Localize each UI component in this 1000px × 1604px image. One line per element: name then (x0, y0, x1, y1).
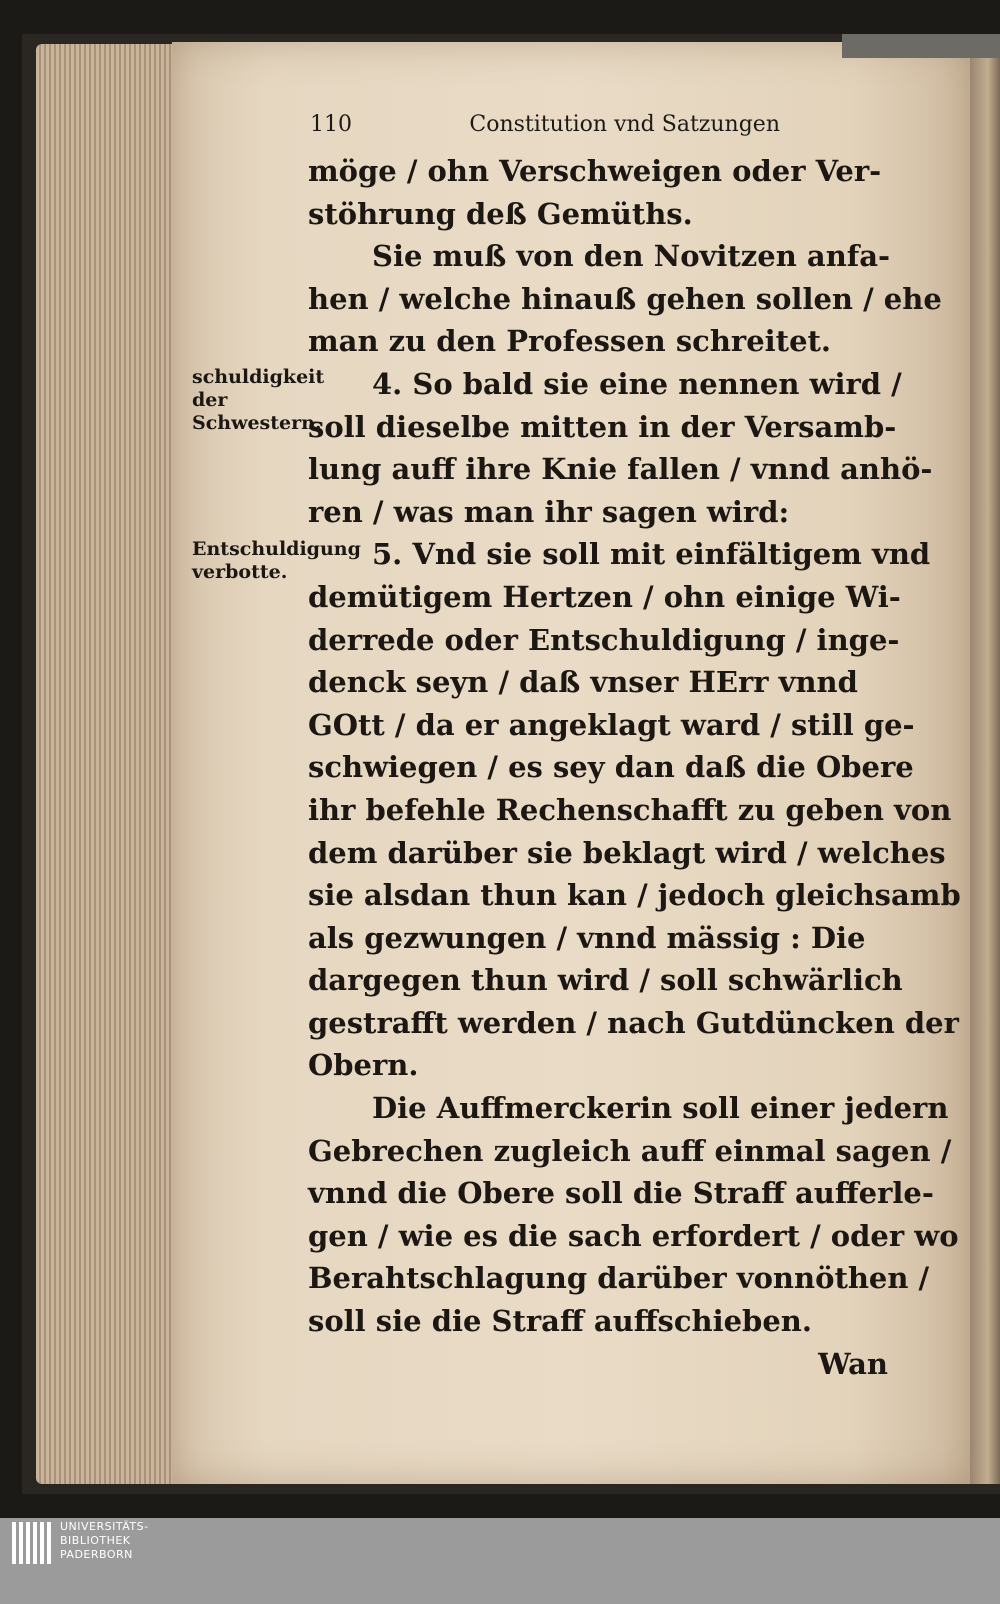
text-line: gestrafft werden / nach Gutdüncken der (308, 1005, 959, 1040)
catchword: Wan (818, 1346, 888, 1381)
text-line: hen / welche hinauß gehen sollen / ehe (308, 281, 942, 316)
page-edge-right (970, 48, 1000, 1484)
running-title: Constitution vnd Satzungen (469, 112, 780, 137)
text-line: man zu den Professen schreitet. (308, 324, 832, 359)
library-logo-icon (12, 1522, 52, 1564)
text-line: Berahtschlagung darüber vonnöthen / (308, 1261, 930, 1296)
text-line: als gezwungen / vnnd mässig : Die (308, 920, 866, 955)
footer-bar (0, 1518, 1000, 1604)
text-line: 4. So bald sie eine nennen wird / (372, 366, 902, 401)
library-logo-text (60, 1520, 149, 1562)
text-line: ren / was man ihr sagen wird: (308, 494, 790, 529)
library-line-2: BIBLIOTHEK (60, 1534, 131, 1547)
margin-note-2: Entschuldigung verbotte. (192, 538, 361, 583)
text-line: dem darüber sie beklagt wird / welches (308, 835, 946, 870)
text-line: ihr befehle Rechenschafft zu geben von (308, 792, 952, 827)
library-line-3: PADERBORN (60, 1548, 133, 1561)
text-line: 5. Vnd sie soll mit einfältigem vnd (372, 537, 931, 572)
text-line: soll dieselbe mitten in der Versamb- (308, 409, 897, 444)
text-line: lung auff ihre Knie fallen / vnnd anhö- (308, 452, 933, 487)
text-line: soll sie die Straff auffschieben. (308, 1304, 812, 1339)
text-line: Gebrechen zugleich auff einmal sagen / (308, 1133, 952, 1168)
text-line: derrede oder Entschuldigung / inge- (308, 622, 900, 657)
text-line: schwiegen / es sey dan daß die Obere (308, 750, 914, 785)
page-number: 110 (310, 112, 352, 137)
running-header (310, 112, 790, 137)
text-line: Obern. (308, 1048, 419, 1083)
text-line: denck seyn / daß vnser HErr vnnd (308, 665, 858, 700)
page-edges (36, 44, 186, 1484)
text-line: demütigem Hertzen / ohn einige Wi- (308, 579, 901, 614)
text-block (308, 150, 961, 1385)
text-line: GOtt / da er angeklagt ward / still ge- (308, 707, 915, 742)
text-line: vnnd die Obere soll die Straff aufferle- (308, 1176, 934, 1211)
margin-note-1: schuldigkeit der Schwestern. (192, 366, 325, 434)
text-line: möge / ohn Verschweigen oder Ver- (308, 154, 882, 188)
text-line: gen / wie es die sach erfordert / oder wo (308, 1218, 959, 1253)
top-band (842, 34, 1000, 58)
text-line: Die Auffmerckerin soll einer jedern (372, 1091, 949, 1126)
text-line: stöhrung deß Gemüths. (308, 196, 693, 231)
text-line: Sie muß von den Novitzen anfa- (372, 239, 891, 274)
library-line-1: UNIVERSITÄTS- (60, 1520, 149, 1533)
text-line: dargegen thun wird / soll schwärlich (308, 963, 903, 998)
text-line: sie alsdan thun kan / jedoch gleichsamb (308, 878, 961, 913)
